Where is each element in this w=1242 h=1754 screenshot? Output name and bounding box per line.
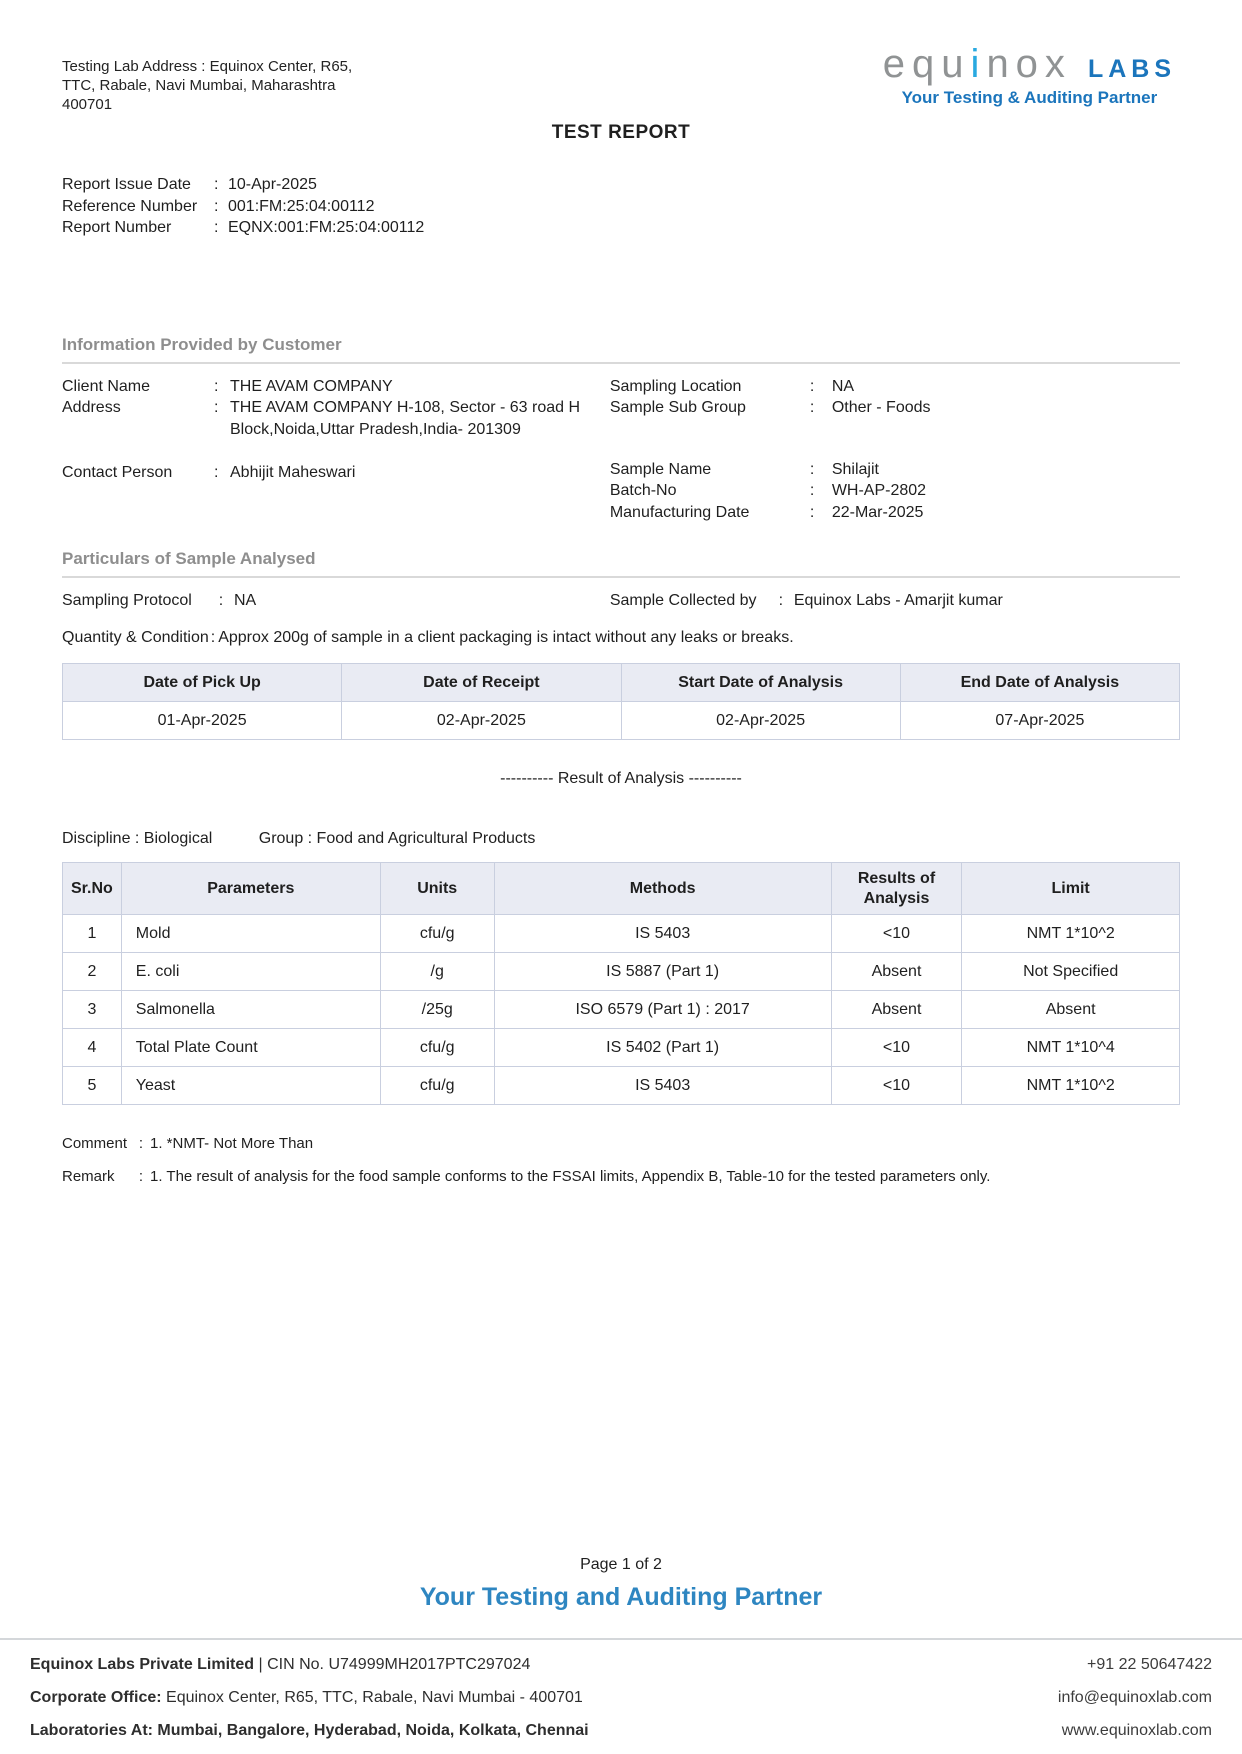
footer-office-row xyxy=(30,1681,1212,1714)
report-number-value: EQNX:001:FM:25:04:00112 xyxy=(228,219,425,237)
footer-phone: +91 22 50647422 xyxy=(1086,1656,1212,1673)
reference-number-row: Reference Number : 001:FM:25:04:00112 xyxy=(62,196,1180,218)
logo-word-equinox: equinox xyxy=(882,42,1072,86)
footer xyxy=(0,1648,1242,1747)
logo-labs-text: LABS xyxy=(1087,55,1176,83)
equinox-labs-logo xyxy=(883,44,1176,108)
report-number-row: Report Number : EQNX:001:FM:25:04:00112 xyxy=(62,217,1180,239)
logo-tagline: Your Testing & Auditing Partner xyxy=(901,88,1158,107)
logo-letter-i: i xyxy=(970,42,987,86)
dates-header-pickup: Date of Pick Up xyxy=(63,664,342,702)
remark-label: Remark xyxy=(62,1168,115,1186)
footer-labs-row xyxy=(30,1714,1212,1747)
report-issue-date-row: Report Issue Date : 10-Apr-2025 xyxy=(62,174,1180,196)
table-row: 3 Salmonella /25g ISO 6579 (Part 1) : 2017 Absent Absent xyxy=(63,991,1180,1029)
date-start-value: 02-Apr-2025 xyxy=(621,702,900,740)
footer-email: info@equinoxlab.com xyxy=(1057,1689,1212,1706)
report-number-label: Report Number xyxy=(62,219,172,237)
address-row: Address : THE AVAM COMPANY H-108, Sector - 63 road H Block,Noida,Uttar Pradesh,India- 201309 xyxy=(62,397,610,440)
results-header-results: Results of Analysis xyxy=(831,863,962,915)
footer-website: www.equinoxlab.com xyxy=(1061,1722,1212,1739)
report-issue-date-label: Report Issue Date xyxy=(62,176,191,194)
customer-info-grid xyxy=(62,376,1180,524)
customer-info-right-column xyxy=(610,376,1180,524)
discipline-text: Discipline : Biological xyxy=(62,830,213,848)
sampling-protocol-row: Sampling Protocol : NA xyxy=(62,592,257,610)
sampling-location-value: NA xyxy=(831,377,855,395)
contact-person-row: Contact Person : Abhijit Maheswari xyxy=(62,462,610,484)
results-header-methods: Methods xyxy=(494,863,831,915)
table-row: 5 Yeast cfu/g IS 5403 <10 NMT 1*10^2 xyxy=(63,1067,1180,1105)
table-row: 2 E. coli /g IS 5887 (Part 1) Absent Not Specified xyxy=(63,953,1180,991)
comment-text: 1. *NMT- Not More Than xyxy=(150,1135,314,1153)
quantity-condition-value: Approx 200g of sample in a client packaging is intact without any leaks or breaks. xyxy=(218,629,794,647)
results-header-limit: Limit xyxy=(962,863,1180,915)
sample-collected-row: Sample Collected by : Equinox Labs - Amarjit kumar xyxy=(609,592,1003,610)
footer-labs-list: Laboratories At: Mumbai, Bangalore, Hyderabad, Noida, Kolkata, Chennai xyxy=(30,1722,589,1739)
remark-row: Remark : 1. The result of analysis for the food sample conforms to the FSSAI limits, Appendix B, Table-10 for the tested parameters only. xyxy=(62,1168,991,1186)
reference-number-label: Reference Number xyxy=(62,197,198,215)
table-row: 4 Total Plate Count cfu/g IS 5402 (Part 1) <10 NMT 1*10^4 xyxy=(63,1029,1180,1067)
dates-table-header-row xyxy=(63,664,1180,702)
footer-cin: | CIN No. U74999MH2017PTC297024 xyxy=(258,1656,531,1673)
report-issue-date-value: 10-Apr-2025 xyxy=(228,176,317,194)
customer-info-section-title: Information Provided by Customer xyxy=(62,335,1180,364)
footer-divider xyxy=(0,1638,1242,1640)
bottom-tagline: Your Testing and Auditing Partner xyxy=(419,1583,823,1611)
sampling-protocol-value: NA xyxy=(234,592,257,610)
quantity-condition-row: Quantity & Condition : Approx 200g of sample in a client packaging is intact without any leaks or breaks. xyxy=(62,629,794,647)
result-of-analysis-separator: ---------- Result of Analysis ---------- xyxy=(500,770,742,788)
group-text: Group : Food and Agricultural Products xyxy=(258,830,536,848)
footer-office-address: Equinox Center, R65, TTC, Rabale, Navi Mumbai - 400701 xyxy=(166,1689,583,1706)
comment-label: Comment xyxy=(62,1135,128,1153)
remark-text: 1. The result of analysis for the food sample conforms to the FSSAI limits, Appendix B, Table-10 for the tested parameters only. xyxy=(150,1168,991,1186)
table-row: 1 Mold cfu/g IS 5403 <10 NMT 1*10^2 xyxy=(63,915,1180,953)
footer-office-label: Corporate Office: xyxy=(30,1689,167,1706)
sample-name-row: Sample Name : Shilajit xyxy=(610,459,1180,481)
dates-header-end: End Date of Analysis xyxy=(900,664,1179,702)
date-end-value: 07-Apr-2025 xyxy=(900,702,1179,740)
client-name-value: THE AVAM COMPANY xyxy=(230,377,393,395)
footer-company-name: Equinox Labs Private Limited xyxy=(30,1656,259,1673)
dates-header-start: Start Date of Analysis xyxy=(621,664,900,702)
batch-no-value: WH-AP-2802 xyxy=(831,482,927,500)
comment-row: Comment : 1. *NMT- Not More Than xyxy=(62,1135,314,1153)
page-number: Page 1 of 2 xyxy=(580,1556,662,1573)
sample-name-value: Shilajit xyxy=(831,460,879,478)
customer-info-section xyxy=(62,335,1180,524)
results-header-srno: Sr.No xyxy=(63,863,122,915)
date-receipt-value: 02-Apr-2025 xyxy=(342,702,621,740)
results-header-units: Units xyxy=(380,863,494,915)
particulars-section-title: Particulars of Sample Analysed xyxy=(62,549,1180,578)
logo-wordmark xyxy=(883,44,1176,84)
discipline-line xyxy=(62,830,1180,848)
customer-info-left-column xyxy=(62,376,610,524)
contact-person-value: Abhijit Maheswari xyxy=(230,464,356,482)
batch-no-row: Batch-No : WH-AP-2802 xyxy=(610,480,1180,502)
report-meta xyxy=(62,174,1180,239)
dates-header-receipt: Date of Receipt xyxy=(342,664,621,702)
client-name-row: Client Name : THE AVAM COMPANY xyxy=(62,376,610,398)
sample-sub-group-value: Other - Foods xyxy=(831,399,931,417)
address-value: THE AVAM COMPANY H-108, Sector - 63 road H Block,Noida,Uttar Pradesh,India- 201309 xyxy=(230,399,581,438)
manufacturing-date-row: Manufacturing Date : 22-Mar-2025 xyxy=(610,502,1180,524)
particulars-row xyxy=(62,592,1180,610)
page-title: TEST REPORT xyxy=(551,122,691,144)
dates-table-value-row xyxy=(63,702,1180,740)
quantity-condition-label: Quantity & Condition xyxy=(62,629,209,647)
sample-collected-value: Equinox Labs - Amarjit kumar xyxy=(793,592,1003,610)
sample-sub-group-row: Sample Sub Group : Other - Foods xyxy=(610,397,1180,419)
results-table-header-row xyxy=(63,863,1180,915)
results-table xyxy=(62,862,1180,1105)
footer-company-row xyxy=(30,1648,1212,1681)
reference-number-value: 001:FM:25:04:00112 xyxy=(228,197,375,215)
particulars-section xyxy=(62,549,1180,647)
dates-table xyxy=(62,663,1180,740)
date-pickup-value: 01-Apr-2025 xyxy=(63,702,342,740)
manufacturing-date-value: 22-Mar-2025 xyxy=(831,503,924,521)
results-header-parameters: Parameters xyxy=(121,863,380,915)
lab-address: Testing Lab Address : Equinox Center, R65, TTC, Rabale, Navi Mumbai, Maharashtra 400701 xyxy=(62,58,353,113)
sampling-location-row: Sampling Location : NA xyxy=(610,376,1180,398)
